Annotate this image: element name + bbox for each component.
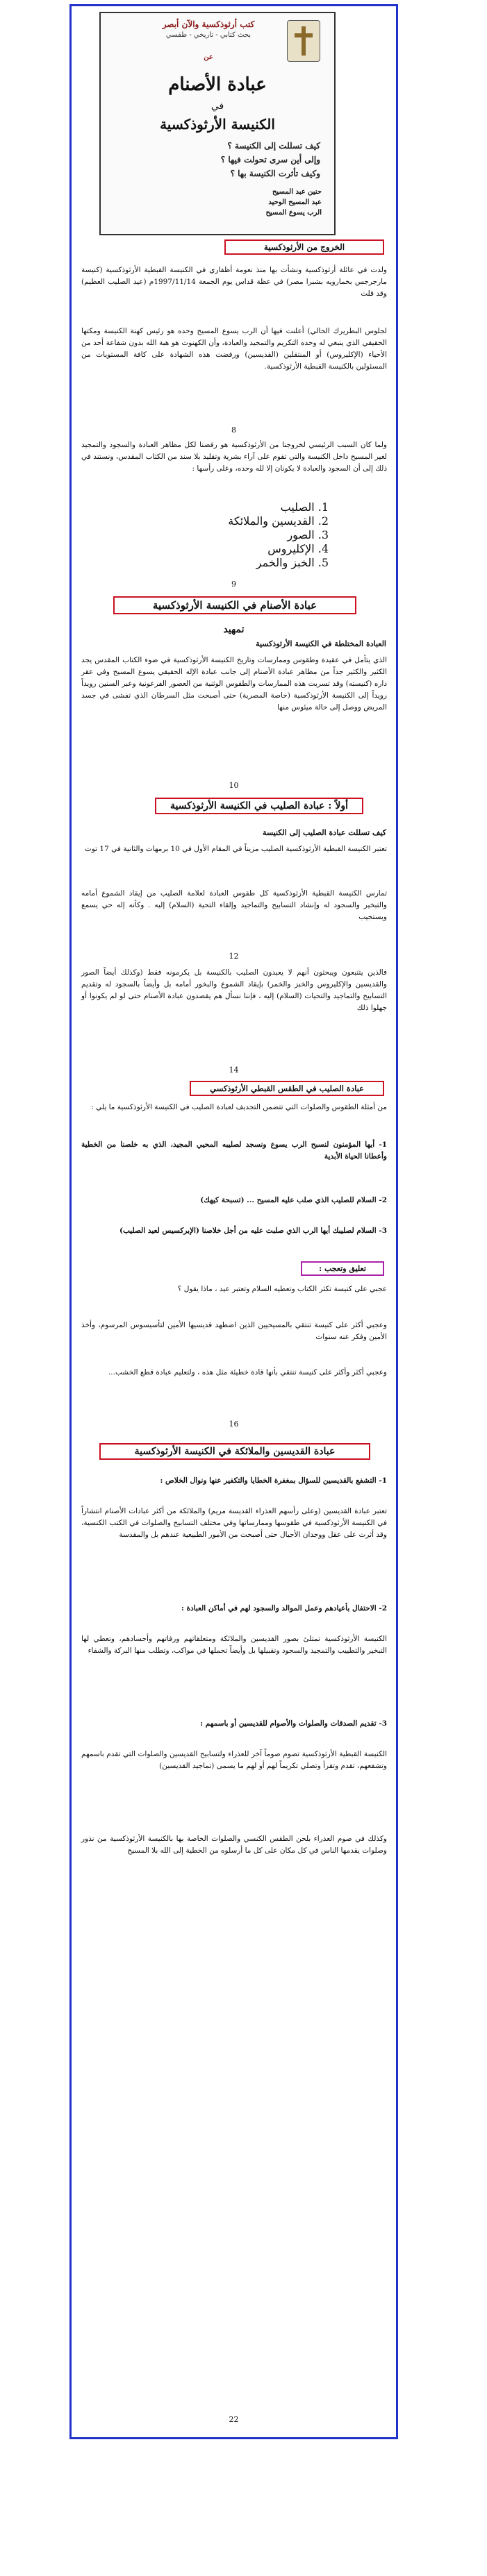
heading-liturgy: عبادة الصليب في الطقس القبطي الأرثوذكسي	[190, 1081, 384, 1096]
cover-from: عن	[204, 53, 213, 61]
page-number-22: 22	[229, 2415, 239, 2424]
list-item: 2. القديسين والملائكة	[228, 514, 329, 528]
page-number-10: 10	[229, 781, 239, 790]
liturgy-paragraph-2: 1- أيها المؤمنون لنسبح الرب يسوع ونسجد لصليبه المحيي المجيد، الذي به خلصنا من الخطية وأعطانا الحياة الأبدية	[81, 1140, 387, 1161]
list-item: 1. الصليب	[280, 500, 329, 514]
cover-emblem-image	[287, 20, 320, 62]
page-number-9: 9	[231, 580, 236, 589]
page-number-16: 16	[229, 1420, 239, 1429]
list-item: 4. الإكليروس	[267, 542, 329, 555]
cross-emblem-icon	[288, 21, 320, 61]
list-item: 3. الصور	[287, 528, 329, 541]
exit-paragraph-1: ولدت في عائلة أرثوذكسية ونشأت بها منذ نعومة أظفاري في الكنيسة القبطية الأرثوذكسية (كنيسة مارجرجس بخمارويه بشبرا مصر) في عظة قداس يوم الجمعة 1997/11/14م (عيد الصليب العظيم) وقد قلت	[81, 266, 387, 298]
author-3: الرب يسوع المسيح	[265, 209, 322, 217]
liturgy-paragraph-5: عجبي على كنيسة تكثر الكتاب وتعطيه السلام وتعتبر عيد ، ماذا يقول ؟	[177, 1285, 387, 1293]
page-number-8: 8	[231, 426, 236, 435]
saints-subhead-1: 1- التشفع بالقديسين للسؤال بمغفرة الخطايا والتكفير عنها ونوال الخلاص :	[160, 1476, 387, 1485]
saints-paragraph-3: الكنيسة القبطية الأرثوذكسية تصوم صوماً آخر للعذراء ولتسابيح القديسين والصلوات التي تقدم باسمهم وتشفعهم، تقدم وتقرأ وتصلي تكريماً لهم أو لهم ما يسمى (تماجيد القديسين)	[81, 1750, 387, 1770]
cover-question-3: وكيف تأثرت الكنيسة بها ؟	[230, 169, 320, 178]
liturgy-paragraph-7: وعجبي أكثر وأكثر على كنيسة تنتقي بأنها قادة خطيئة مثل هذه ، ولتعليم عبادة قطع الخشب...	[108, 1368, 387, 1377]
author-1: حنين عبد المسيح	[272, 188, 322, 196]
idolatry-paragraph: الذي يتأمل في عقيدة وطقوس وممارسات وتاريخ الكنيسة الأرثوذكسية في ضوء الكتاب المقدس يجد الكثير والكثير جداً من مظاهر عبادة الأصنام إلى جانب عبادة الإله الحقيقي يسوع المسيح وفي عقر داره (كنيسته) وقد تسربت هذه الممارسات والطقوس الوثنية من العصور الفرعونية وعبر السنين رويداً رويداً إلى الكنيسة الأرثوذكسية (خاصة المصرية) حتى أصبحت مثل السرطان الذي تفشى في جسد المريض ووصل إلى حالة ميئوس منها	[81, 656, 388, 712]
saints-paragraph-4: وكذلك في صوم العذراء بلحن الطقس الكنسي والصلوات الخاصة بها بالكنيسة الأرثوذكسية من نذور وصلوات يقدمها الناس في كل مكان على كل ما أرسلوه من الخطية إلى الله بلا المسيح	[81, 1835, 387, 1855]
liturgy-paragraph-6: وعجبي أكثر على كنيسة تنتقي بالمسيحيين الذين اضطهد قديسيها الأمين لتأسيسوس المرسوم، وأخذ الأمين وفكر عنه سنوات	[81, 1321, 387, 1341]
book-cover	[99, 12, 336, 235]
cover-question-2: وإلى أين سرى تحولت فيها ؟	[220, 155, 320, 165]
liturgy-paragraph-3: 2- السلام للصليب الذي صلب عليه المسيح ... (تسبحة كيهك)	[200, 1196, 387, 1204]
list-item: 5. الخبز والخمر	[256, 556, 329, 569]
page-number-12: 12	[229, 952, 239, 961]
cross-paragraph-1: تعتبر الكنيسة القبطية الأرثوذكسية الصليب مزيناً في المقام الأول في 10 برمهات والثانية في 17 توت	[84, 845, 387, 853]
exit-paragraph-3: ولما كان السبب الرئيسي لخروجنا من الأرثوذكسية هو رفضنا لكل مظاهر العبادة والسجود والتمجيد لغير المسيح داخل الكنيسة والتي تقوم على آراء بشرية وتقليد بلا سند من الكتاب المقدس، ونستند في ذلك إلى أن السجود والعبادة لا يكونان إلا لله وحده، وعلى رأسها :	[81, 441, 387, 473]
cross-paragraph-3: فالذين يتتبعون ويبحثون أنهم لا يعبدون الصليب بالكنيسة بل يكرمونه فقط (وكذلك أيضاً الصور والقديسين والإكليروس والخبز والخمر) بإيقاد الشموع والبخور أمامه بل وأيضاً بالسجود له وتقديم التسابيح والتماجيد والتحيات (السلام) إليه ، فإننا نسأل هم يقصدون عبادة الأصنام حتى لو لم يكونوا أو جهلوا ذلك	[81, 968, 387, 1012]
cover-series-title: كتب أرثوذكسية والآن أبصر	[162, 19, 255, 29]
author-2: عبد المسيح الوحيد	[268, 199, 322, 206]
cover-question-1: كيف تسللت إلى الكنيسة ؟	[227, 141, 320, 151]
heading-saints: عبادة القديسين والملائكة في الكنيسة الأرثوذكسية	[99, 1443, 370, 1460]
cover-authors	[211, 187, 322, 218]
liturgy-paragraph-4: 3- السلام لصليبك أيها الرب الذي صلبت عليه من أجل خلاصنا (الإبركسيس لعيد الصليب)	[119, 1227, 387, 1235]
page-number-14: 14	[229, 1066, 239, 1075]
exit-paragraph-2: لجلوس البطريرك الحالي) أعلنت فيها أن الرب يسوع المسيح وحده هو رئيس كهنة الكنيسة ومكتها الحقيقي الذي ينبغي له وحده التكريم والتمجيد والعبادة، وأن الكهنوت هو هبة الله بدون شفاعة أحد من الأحياء (الإكليروس) أو المنتقلين (القديسين) ورفضت هذه الشهادة على كافة المستويات من المسئولين بالكنيسة القبطية الأرثوذكسية.	[81, 327, 387, 371]
heading-exit: الخروج من الأرثوذكسية	[224, 239, 384, 255]
saints-subhead-2: 2- الاحتفال بأعيادهم وعمل الموالد والسجود لهم في أماكن العبادة :	[181, 1604, 387, 1613]
liturgy-paragraph-1: من أمثلة الطقوس والصلوات التي تتضمن التجديف لعبادة الصليب في الكنيسة الأرثوذكسية ما يلي :	[91, 1103, 387, 1111]
comment-tag: تعليق وتعجب :	[301, 1261, 384, 1276]
worship-list	[120, 500, 329, 570]
saints-subhead-3: 3- تقديم الصدقات والصلوات والأصوام للقديسين أو باسمهم :	[200, 1719, 387, 1728]
idolatry-subhead: العبادة المختلطة في الكنيسة الأرثوذكسية	[256, 639, 386, 648]
idolatry-intro: تمهيد	[223, 624, 245, 635]
saints-paragraph-1: تعتبر عبادة القديسين (وعلى رأسهم العذراء القديسة مريم) والملائكة من أكثر عبادات الأصنام انتشاراً في الكنيسة الأرثوذكسية في طقوسها وممارساتها وفي مختلف التسابيح والصلوات في الكتب الكنسية، وقد أثرت على عقل ووجدان الأجيال حتى أصبحت من الأمور الطبيعية عندهم بل والمقدسة	[81, 1507, 387, 1539]
scanned-page	[69, 4, 398, 2439]
cover-in: في	[211, 101, 224, 112]
heading-cross: أولاً : عبادة الصليب في الكنيسة الأرثوذكسية	[155, 798, 363, 814]
heading-idolatry: عبادة الأصنام في الكنيسة الأرثوذكسية	[113, 596, 356, 614]
cover-title: عبادة الأصنام	[168, 74, 267, 95]
cover-subtitle: بحث كتابي - تاريخي - طقسي	[165, 31, 251, 39]
cross-subhead: كيف تسللت عبادة الصليب إلى الكنيسة	[262, 828, 386, 837]
saints-paragraph-2: الكنيسة الأرثوذكسية تمتلئ بصور القديسين والملائكة ومتعلقاتهم ورفاتهم وأجسادهم، وتعطي لها التبخير والتطييب والتمجيد والسجود وتقبيلها بل وأيضاً تحملها في مواكب، وتطلب منها البركة والشفاء	[81, 1635, 387, 1655]
cover-church-title: الكنيسة الأرثوذكسية	[160, 116, 275, 133]
cross-paragraph-2: تمارس الكنيسة القبطية الأرثوذكسية كل طقوس العبادة لعلامة الصليب من إيقاد الشموع أمامه والتبخير والسجود له وإنشاد التسابيح والتماجيد وإلقاء التحية (السلام) إليه . وكأنه إله حي يسمع ويستجيب	[81, 889, 387, 921]
